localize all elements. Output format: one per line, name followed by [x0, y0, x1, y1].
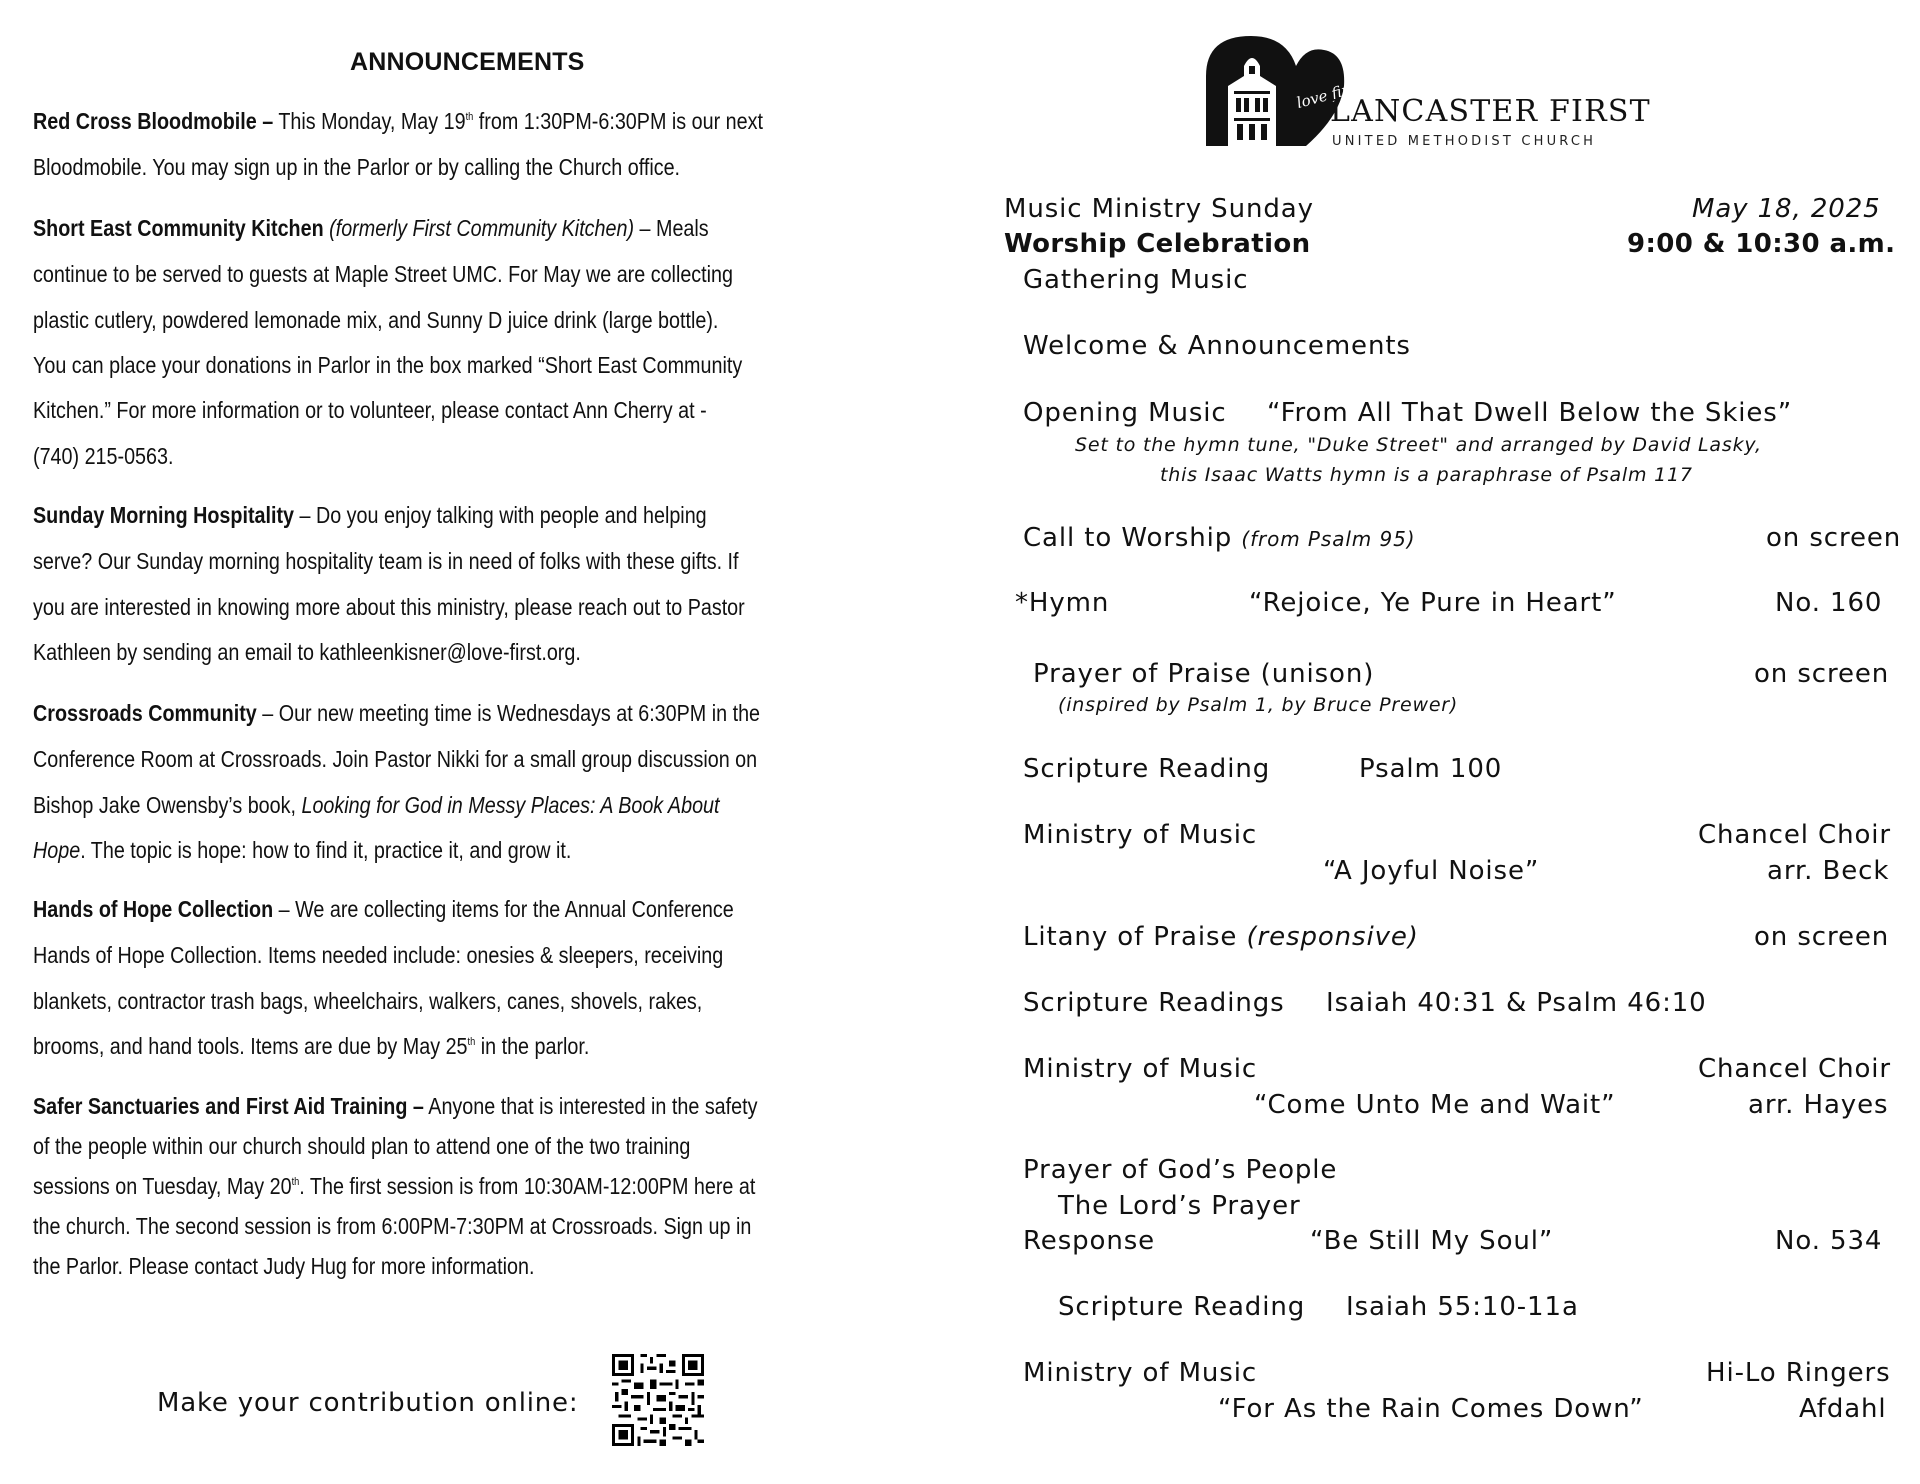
opening-music-title: “From All That Dwell Below the Skies” — [1267, 398, 1793, 428]
logo-name: LANCASTER FIRST — [1330, 94, 1651, 129]
scripture-reading-1-ref: Psalm 100 — [1359, 754, 1503, 784]
ministry-of-music-3-arranger: Afdahl — [1799, 1394, 1887, 1424]
litany-of-praise-right: on screen — [1754, 922, 1890, 952]
hymn-number: No. 160 — [1775, 588, 1883, 618]
hymn-label: *Hymn — [1015, 588, 1110, 618]
ministry-of-music-2-arranger: arr. Hayes — [1748, 1090, 1889, 1120]
service-times: 9:00 & 10:30 a.m. — [1627, 229, 1896, 259]
litany-of-praise-label: Litany of Praise (responsive) — [1023, 922, 1419, 952]
scripture-readings-2-ref: Isaiah 40:31 & Psalm 46:10 — [1326, 988, 1707, 1018]
service-celebration: Worship Celebration — [1004, 229, 1311, 259]
ministry-of-music-1-title: “A Joyful Noise” — [1323, 856, 1540, 886]
prayer-of-gods-people: Prayer of God’s People — [1023, 1155, 1338, 1185]
ministry-of-music-3-group: Hi-Lo Ringers — [1706, 1358, 1891, 1388]
qr-code-icon[interactable] — [612, 1354, 704, 1446]
scripture-reading-3-ref: Isaiah 55:10-11a — [1346, 1292, 1579, 1322]
prayer-of-praise-note: (inspired by Psalm 1, by Bruce Prewer) — [1058, 694, 1459, 716]
announcement-red-cross: Red Cross Bloodmobile – This Monday, May 19th from 1:30PM-6:30PM is our next Bloodmobile. You may sign up in the Parlor or by calling the Church office. — [33, 108, 763, 180]
announcement-safer-sanctuaries: Safer Sanctuaries and First Aid Training – Anyone that is interested in the safety of the people within our church should plan to attend one of the two training sessions on Tuesday, May 20th. The first session is from 10:30AM-12:00PM here at the church. The second session is from 6:00PM-7:30PM at Crossroads. Sign up in the Parlor. Please contact Judy Hug for more information. — [33, 1093, 758, 1279]
scripture-reading-1-label: Scripture Reading — [1023, 754, 1271, 784]
response-title: “Be Still My Soul” — [1310, 1226, 1554, 1256]
ministry-of-music-3-title: “For As the Rain Comes Down” — [1218, 1394, 1644, 1424]
ministry-of-music-1-label: Ministry of Music — [1023, 820, 1258, 850]
hymn-title: “Rejoice, Ye Pure in Heart” — [1249, 588, 1617, 618]
scripture-readings-2-label: Scripture Readings — [1023, 988, 1285, 1018]
contribution-label: Make your contribution online: — [157, 1388, 579, 1418]
scripture-reading-3-label: Scripture Reading — [1058, 1292, 1306, 1322]
prayer-of-praise-label: Prayer of Praise (unison) — [1033, 659, 1375, 689]
gathering-music: Gathering Music — [1023, 265, 1249, 295]
announcement-hospitality: Sunday Morning Hospitality – Do you enjoy talking with people and helping serve? Our Sunday morning hospitality team is in need of folks with these gifts. If you are interested in knowing more about this ministry, please reach out to Pastor Kathleen by sending an email to kathleenkisner@love-first.org. — [33, 502, 745, 665]
hands-heading: Hands of Hope Collection — [33, 896, 274, 922]
ministry-of-music-2-title: “Come Unto Me and Wait” — [1254, 1090, 1616, 1120]
logo-script: love first — [1294, 77, 1364, 112]
prayer-of-praise-right: on screen — [1754, 659, 1890, 689]
ministry-of-music-2-label: Ministry of Music — [1023, 1054, 1258, 1084]
opening-music-note-1: Set to the hymn tune, "Duke Street" and arranged by David Lasky, — [1075, 434, 1762, 456]
call-to-worship-right: on screen — [1766, 523, 1902, 553]
hospitality-heading: Sunday Morning Hospitality — [33, 502, 295, 528]
ministry-of-music-1-arranger: arr. Beck — [1767, 856, 1890, 886]
logo-subtitle: UNITED METHODIST CHURCH — [1332, 134, 1597, 149]
service-sunday: Music Ministry Sunday — [1004, 194, 1314, 224]
announcement-crossroads: Crossroads Community – Our new meeting time is Wednesdays at 6:30PM in the Conference Room at Crossroads. Join Pastor Nikki for a small group discussion on Bishop Jake Owensby’s book, Looking for God in Messy Places: A Book About Hope. The topic is hope: how to find it, practice it, and grow it. — [33, 700, 761, 863]
red-cross-heading: Red Cross Bloodmobile – — [33, 108, 274, 134]
announcement-hands-of-hope: Hands of Hope Collection – We are collecting items for the Annual Conference Hands of Hope Collection. Items needed include: onesies & sleepers, receiving blankets, contractor trash bags, wheelchairs, walkers, canes, shovels, rakes, brooms, and hand tools. Items are due by May 25th in the parlor. — [33, 896, 734, 1059]
crossroads-heading: Crossroads Community — [33, 700, 257, 726]
ministry-of-music-3-label: Ministry of Music — [1023, 1358, 1258, 1388]
ministry-of-music-2-group: Chancel Choir — [1698, 1054, 1891, 1084]
lords-prayer: The Lord’s Prayer — [1058, 1191, 1301, 1221]
announcements-title: ANNOUNCEMENTS — [350, 48, 585, 76]
announcement-community-kitchen: Short East Community Kitchen (formerly First Community Kitchen) – Meals continue to be served to guests at Maple Street UMC. For May we are collecting plastic cutlery, powdered lemonade mix, and Sunny D juice drink (large bottle). You can place your donations in Parlor in the box marked “Short East Community Kitchen.” For more information or to volunteer, please contact Ann Cherry at - (740) 215-0563. — [33, 215, 743, 469]
opening-music-label: Opening Music — [1023, 398, 1227, 428]
response-label: Response — [1023, 1226, 1156, 1256]
service-date: May 18, 2025 — [1692, 194, 1881, 224]
response-number: No. 534 — [1775, 1226, 1883, 1256]
welcome-announcements: Welcome & Announcements — [1023, 331, 1411, 361]
call-to-worship-label: Call to Worship (from Psalm 95) — [1023, 523, 1416, 553]
safer-heading: Safer Sanctuaries and First Aid Training – — [33, 1093, 424, 1119]
kitchen-heading: Short East Community Kitchen — [33, 215, 324, 241]
ministry-of-music-1-group: Chancel Choir — [1698, 820, 1891, 850]
opening-music-note-2: this Isaac Watts hymn is a paraphrase of Psalm 117 — [1160, 464, 1693, 486]
